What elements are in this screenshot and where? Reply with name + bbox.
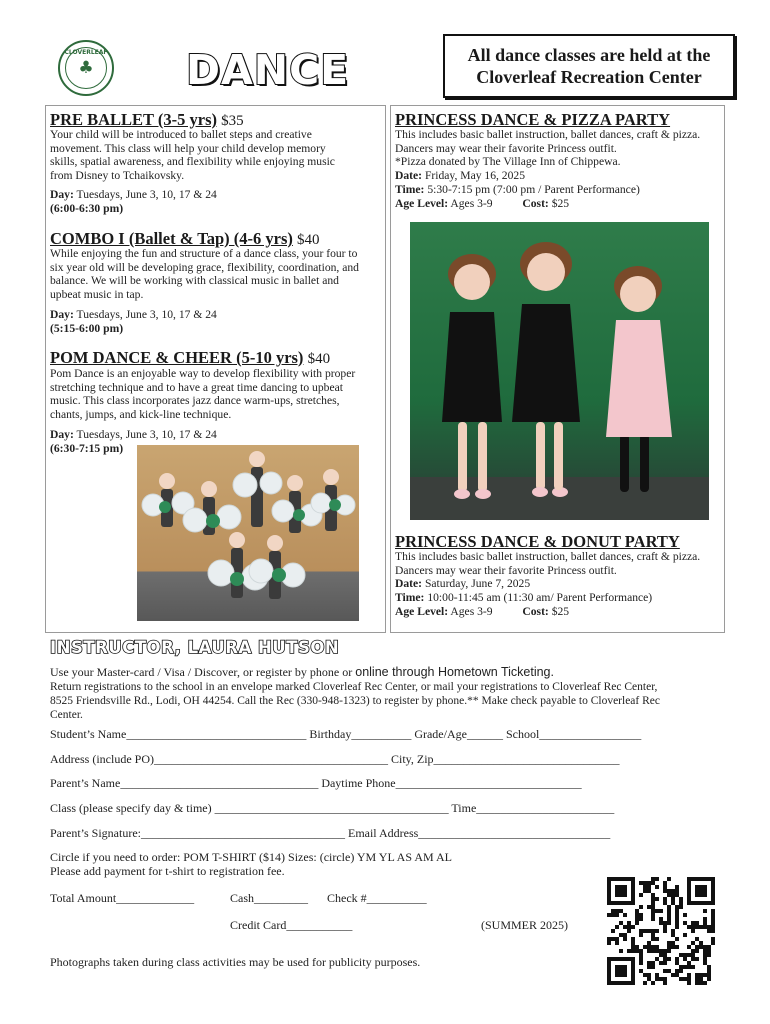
pom-price: $40 — [307, 351, 331, 367]
pre-ballet-schedule — [50, 188, 370, 215]
registration-line-2: Return registrations to the school in an envelope marked Cloverleaf Rec Center, or mail your registrations to Cloverleaf Rec Center, — [50, 681, 658, 693]
combo-day-label: Day: — [50, 308, 74, 321]
princess-donut-age-label: Age Level: — [395, 604, 449, 618]
parent-name-field[interactable]: Parent’s Name_________________________________ Daytime Phone_______________________________ — [50, 776, 582, 790]
pre-ballet-description: Your child will be introduced to ballet steps and creative movement. This class will help your child develop memory skills, spatial awareness, and flexibility while enjoying music from Disney to Tchaikovsky. — [50, 128, 335, 183]
princess-pizza-time-label: Time: — [395, 182, 425, 196]
page-title: DANCE — [186, 46, 350, 94]
princess-pizza-age: Ages 3-9 — [450, 196, 493, 210]
check-number-field[interactable]: Check #__________ — [327, 891, 427, 905]
princess-pizza-donor: *Pizza donated by The Village Inn of Chippewa. — [395, 155, 621, 169]
student-name-field[interactable]: Student’s Name______________________________ Birthday__________ Grade/Age______ School_________________ — [50, 727, 642, 741]
instructor-heading: INSTRUCTOR, LAURA HUTSON — [50, 638, 340, 657]
princess-pizza-time: 5:30-7:15 pm (7:00 pm / Parent Performance) — [427, 182, 640, 196]
pom-class-photo — [137, 445, 359, 621]
registration-line-3: 8525 Friendsville Rd., Lodi, OH 44254. Call the Rec (330-948-1323) to register by phone.** Make check payable to Cloverleaf Rec — [50, 695, 660, 707]
pom-photo-illustration — [137, 445, 359, 621]
hometown-ticketing-text: online through Hometown Ticketing. — [355, 665, 554, 679]
qr-code-graphic — [607, 877, 715, 985]
total-amount-field[interactable]: Total Amount_____________ — [50, 891, 195, 905]
clover-icon: ♣ — [78, 57, 94, 78]
combo-name: COMBO I (Ballet & Tap) (4-6 yrs) — [50, 229, 293, 248]
combo-description: While enjoying the fun and structure of a dance class, your four to six year old will be developing grace, flexibility, coordination, and balance. We will be working with classical music in ballet and upbeat music in tap. — [50, 247, 359, 302]
pre-ballet-day-label: Day: — [50, 188, 74, 201]
tshirt-note: Please add payment for t-shirt to registration fee. — [50, 864, 285, 878]
princess-donut-heading — [395, 532, 680, 551]
photo-disclaimer: Photographs taken during class activities may be used for publicity purposes. — [50, 955, 421, 969]
pom-day-label: Day: — [50, 428, 74, 441]
pre-ballet-time: (6:00-6:30 pm) — [50, 201, 124, 215]
pom-time: (6:30-7:15 pm) — [50, 441, 124, 455]
pom-heading — [50, 348, 330, 369]
credit-card-field[interactable]: Credit Card___________ — [230, 918, 353, 932]
princess-pizza-desc: This includes basic ballet instruction, ballet dances, craft & pizza. Dancers may wear their favorite Princess outfit. — [395, 128, 701, 155]
princess-donut-desc: This includes basic ballet instruction, ballet dances, craft & pizza. Dancers may wear their favorite Princess outfit. — [395, 550, 701, 577]
cash-field[interactable]: Cash_________ — [230, 891, 308, 905]
signature-field[interactable]: Parent’s Signature:__________________________________ Email Address________________________________ — [50, 826, 611, 840]
princess-class-photo — [410, 222, 709, 520]
princess-pizza-cost-label: Cost: — [522, 196, 549, 210]
pom-day-value: Tuesdays, June 3, 10, 17 & 24 — [76, 428, 217, 441]
princess-donut-name: PRINCESS DANCE & DONUT PARTY — [395, 532, 680, 551]
princess-donut-details — [395, 550, 710, 619]
princess-donut-date-label: Date: — [395, 577, 423, 591]
princess-donut-time-label: Time: — [395, 591, 425, 605]
registration-line-4: Center. — [50, 709, 83, 721]
season-label: (SUMMER 2025) — [481, 918, 569, 932]
cloverleaf-logo — [58, 40, 114, 96]
pre-ballet-day-value: Tuesdays, June 3, 10, 17 & 24 — [76, 188, 217, 201]
princess-pizza-heading — [395, 110, 670, 129]
tshirt-order-line[interactable]: Circle if you need to order: POM T-SHIRT ($14) Sizes: (circle) YM YL AS AM AL — [50, 850, 453, 864]
pre-ballet-price: $35 — [221, 113, 244, 129]
location-callout — [443, 34, 735, 98]
registration-line-1a: Use your Master-card / Visa / Discover, or register by phone or — [50, 665, 356, 679]
address-field[interactable]: Address (include PO)_______________________________________ City, Zip_______________________________ — [50, 752, 620, 766]
princess-donut-age: Ages 3-9 — [450, 604, 493, 618]
pom-description: Pom Dance is an enjoyable way to develop flexibility with proper stretching technique and to have a great time dancing to upbeat music. This class incorporates jazz dance warm-ups, stretches, chants, jumps, and kick-line technique. — [50, 367, 356, 422]
princess-pizza-date-label: Date: — [395, 169, 423, 183]
pre-ballet-name: PRE BALLET (3-5 yrs) — [50, 110, 217, 129]
combo-day-value: Tuesdays, June 3, 10, 17 & 24 — [76, 308, 217, 321]
princess-donut-time: 10:00-11:45 am (11:30 am/ Parent Performance) — [427, 591, 653, 605]
callout-line-1: All dance classes are held at the — [467, 45, 711, 65]
combo-time: (5:15-6:00 pm) — [50, 321, 124, 335]
princess-photo-illustration — [410, 222, 709, 520]
princess-pizza-date: Friday, May 16, 2025 — [424, 169, 525, 183]
princess-pizza-details — [395, 128, 710, 210]
class-field[interactable]: Class (please specify day & time) _______________________________________ Time_______________________ — [50, 801, 615, 815]
combo-schedule — [50, 308, 370, 335]
logo-text: CLOVERLEAF — [64, 49, 108, 56]
registration-line-1 — [50, 665, 554, 679]
callout-line-2: Cloverleaf Recreation Center — [476, 67, 702, 87]
princess-donut-date: Saturday, June 7, 2025 — [424, 577, 531, 591]
pom-name: POM DANCE & CHEER (5-10 yrs) — [50, 348, 304, 367]
qr-code[interactable] — [607, 877, 715, 985]
princess-pizza-cost: $25 — [551, 196, 570, 210]
princess-pizza-age-label: Age Level: — [395, 196, 449, 210]
princess-donut-cost-label: Cost: — [522, 604, 549, 618]
combo-price: $40 — [297, 232, 320, 248]
princess-donut-cost: $25 — [551, 604, 570, 618]
princess-pizza-name: PRINCESS DANCE & PIZZA PARTY — [395, 110, 671, 129]
